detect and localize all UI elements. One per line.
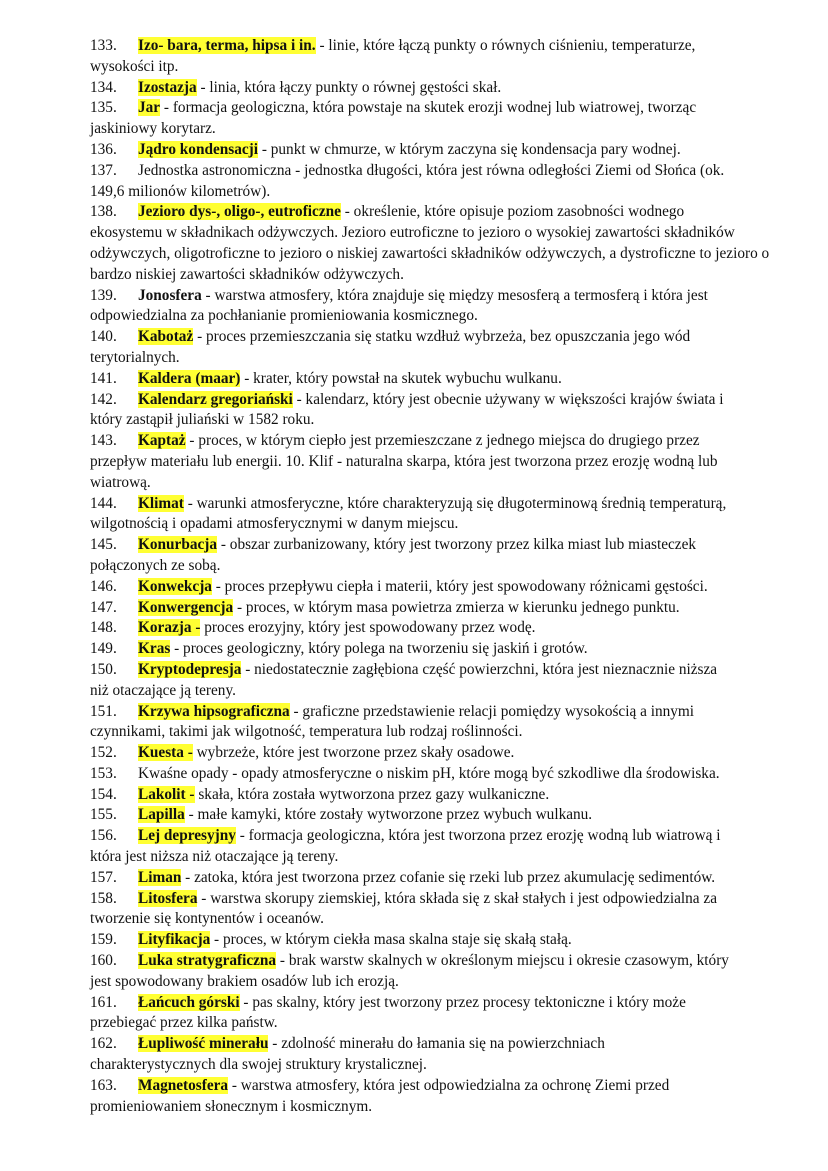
entry-number: 134. bbox=[90, 78, 117, 96]
entry-term: Korazja - bbox=[138, 619, 201, 637]
entry-number: 150. bbox=[90, 660, 117, 678]
entry-definition: - niedostatecznie zagłębiona część powierzchni, która jest nieznacznie niższa bbox=[241, 660, 718, 678]
entry-definition: - obszar zurbanizowany, który jest tworzony przez kilka miast lub miasteczek bbox=[217, 536, 697, 554]
entry-definition: Kwaśne opady - opady atmosferyczne o niskim pH, które mogą być szkodliwe dla środowiska. bbox=[138, 764, 720, 782]
entry-continuation: niż otaczające ją tereny. bbox=[90, 681, 236, 699]
entry-definition: - warstwa atmosfery, która znajduje się między mesosferą a termosferą i która jest bbox=[201, 286, 708, 304]
glossary-entry bbox=[0, 202, 828, 285]
glossary-entry bbox=[0, 660, 828, 702]
entry-term: Magnetosfera bbox=[138, 1076, 229, 1094]
entry-term: Liman bbox=[138, 868, 182, 886]
entry-definition: proces erozyjny, który jest spowodowany przez wodę. bbox=[200, 619, 536, 637]
entry-first-line bbox=[138, 826, 780, 847]
entry-number: 138. bbox=[90, 203, 117, 221]
entry-first-line bbox=[138, 36, 780, 57]
entry-number: 141. bbox=[90, 369, 117, 387]
entry-term: Jezioro dys-, oligo-, eutroficzne bbox=[138, 203, 341, 221]
glossary-entry bbox=[0, 78, 828, 99]
entry-first-line bbox=[138, 868, 780, 889]
entry-term: Kaldera (maar) bbox=[138, 369, 241, 387]
glossary-entry bbox=[0, 286, 828, 328]
glossary-entry bbox=[0, 161, 828, 203]
entry-first-line bbox=[138, 369, 780, 390]
entry-definition: - formacja geologiczna, która powstaje na skutek erozji wodnej lub wiatrowej, tworząc bbox=[160, 99, 697, 117]
entry-number: 157. bbox=[90, 868, 117, 886]
entry-term: Lakolit - bbox=[138, 785, 195, 803]
entry-number: 161. bbox=[90, 993, 117, 1011]
entry-definition: - proces, w którym ciekła masa skalna staje się skałą stałą. bbox=[210, 931, 572, 949]
entry-first-line bbox=[138, 1076, 780, 1097]
entry-definition: - zdolność minerału do łamania się na powierzchniach bbox=[268, 1035, 605, 1053]
entry-number: 154. bbox=[90, 785, 117, 803]
entry-first-line bbox=[138, 286, 780, 307]
entry-continuation: odpowiedzialna za pochłanianie promieniowania kosmicznego. bbox=[90, 307, 478, 325]
entry-definition: - graficzne przedstawienie relacji pomiędzy wysokością a innymi bbox=[289, 702, 695, 720]
glossary-entry bbox=[0, 1076, 828, 1118]
entry-term: Krzywa hipsograficzna bbox=[138, 702, 290, 720]
glossary-entry bbox=[0, 431, 828, 493]
entry-number: 160. bbox=[90, 952, 117, 970]
glossary-entry bbox=[0, 743, 828, 764]
entry-number: 162. bbox=[90, 1035, 117, 1053]
entry-term: Kabotaż bbox=[138, 328, 194, 346]
entry-continuation: wysokości itp. bbox=[90, 57, 179, 75]
entry-term: Lityfikacja bbox=[138, 931, 211, 949]
entry-definition: - warunki atmosferyczne, które charakteryzują się długoterminową średnią temperaturą, bbox=[183, 494, 727, 512]
entry-term: Łańcuch górski bbox=[138, 993, 240, 1011]
glossary-entry bbox=[0, 1034, 828, 1076]
glossary-entry bbox=[0, 140, 828, 161]
entry-number: 139. bbox=[90, 286, 117, 304]
entry-definition: - pas skalny, który jest tworzony przez procesy tektoniczne i który może bbox=[239, 993, 686, 1011]
entry-number: 158. bbox=[90, 889, 117, 907]
entry-definition: - proces przepływu ciepła i materii, który jest spowodowany różnicami gęstości. bbox=[211, 577, 708, 595]
entry-definition: skała, która została wytworzona przez gazy wulkaniczne. bbox=[194, 785, 550, 803]
entry-first-line bbox=[138, 930, 780, 951]
entry-first-line bbox=[138, 785, 780, 806]
entry-continuation: który zastąpił juliański w 1582 roku. bbox=[90, 411, 315, 429]
entry-definition: - małe kamyki, które zostały wytworzone przez wybuch wulkanu. bbox=[184, 806, 593, 824]
entry-definition: - punkt w chmurze, w którym zaczyna się kondensacja pary wodnej. bbox=[258, 140, 681, 158]
glossary-entry bbox=[0, 930, 828, 951]
entry-term: Kras bbox=[138, 640, 171, 658]
entry-term: Klimat bbox=[138, 494, 184, 512]
entry-first-line bbox=[138, 660, 780, 681]
entry-number: 133. bbox=[90, 37, 117, 54]
entry-continuation: przepływ materiału lub energii. 10. Klif - naturalna skarpa, która jest tworzona przez erozję wodną lub wiatrową. bbox=[90, 452, 718, 491]
glossary-entry bbox=[0, 993, 828, 1035]
entry-number: 136. bbox=[90, 140, 117, 158]
entry-continuation: wilgotnością i opadami atmosferycznymi w danym miejscu. bbox=[90, 515, 459, 533]
entry-definition: - zatoka, która jest tworzona przez cofanie się rzeki lub przez akumulację sedimentów. bbox=[181, 868, 716, 886]
entry-definition: - linie, które łączą punkty o równych ciśnieniu, temperaturze, bbox=[315, 37, 696, 54]
entry-first-line bbox=[138, 327, 780, 348]
entry-first-line bbox=[138, 494, 780, 515]
entry-term: Lapilla bbox=[138, 806, 185, 824]
glossary-entry bbox=[0, 36, 828, 78]
glossary-entry bbox=[0, 889, 828, 931]
entry-number: 145. bbox=[90, 536, 117, 554]
entry-definition: - krater, który powstał na skutek wybuchu wulkanu. bbox=[240, 369, 562, 387]
entry-continuation: 149,6 milionów kilometrów). bbox=[90, 182, 271, 200]
entry-term: Łupliwość minerału bbox=[138, 1035, 269, 1053]
entry-definition: - linia, która łączy punkty o równej gęstości skał. bbox=[196, 78, 502, 96]
entry-number: 149. bbox=[90, 640, 117, 658]
entry-first-line bbox=[138, 889, 780, 910]
entry-first-line bbox=[138, 702, 780, 723]
entry-term: Konurbacja bbox=[138, 536, 218, 554]
glossary-entry bbox=[0, 868, 828, 889]
entry-number: 142. bbox=[90, 390, 117, 408]
entry-number: 159. bbox=[90, 931, 117, 949]
entry-continuation: ekosystemu w składnikach odżywczych. Jezioro eutroficzne to jezioro o wysokiej zawartości składników odżywczych, oligotroficzne to jezioro o niskiej zawartości składników odżywczych, a dystroficzne to jezioro o bardzo niskiej zawartości składników odżywczych. bbox=[90, 224, 770, 283]
entry-number: 163. bbox=[90, 1076, 117, 1094]
entry-definition: - określenie, które opisuje poziom zasobności wodnego bbox=[340, 203, 685, 221]
entry-first-line bbox=[138, 1034, 780, 1055]
entry-term: Lej depresyjny bbox=[138, 827, 236, 845]
entry-first-line bbox=[138, 390, 780, 411]
glossary-list bbox=[0, 36, 828, 1117]
entry-first-line bbox=[138, 431, 780, 452]
entry-number: 156. bbox=[90, 827, 117, 845]
entry-term: Kryptodepresja bbox=[138, 660, 242, 678]
glossary-entry bbox=[0, 327, 828, 369]
glossary-entry bbox=[0, 764, 828, 785]
entry-first-line bbox=[138, 98, 780, 119]
entry-term: Konwergencja bbox=[138, 598, 234, 616]
glossary-entry bbox=[0, 826, 828, 868]
entry-number: 140. bbox=[90, 328, 117, 346]
entry-continuation: jaskiniowy korytarz. bbox=[90, 120, 216, 138]
entry-definition: - proces, w którym masa powietrza zmierza w kierunku jednego punktu. bbox=[233, 598, 680, 616]
entry-continuation: tworzenie się kontynentów i oceanów. bbox=[90, 910, 324, 928]
entry-definition: - proces przemieszczania się statku wzdłuż wybrzeża, bez opuszczania jego wód bbox=[193, 328, 691, 346]
entry-term: Jonosfera bbox=[138, 286, 202, 304]
entry-term: Konwekcja bbox=[138, 577, 212, 595]
entry-number: 137. bbox=[90, 161, 117, 179]
glossary-entry bbox=[0, 639, 828, 660]
entry-first-line bbox=[138, 161, 780, 182]
entry-number: 146. bbox=[90, 577, 117, 595]
entry-first-line bbox=[138, 78, 780, 99]
entry-first-line bbox=[138, 993, 780, 1014]
glossary-entry bbox=[0, 618, 828, 639]
entry-first-line bbox=[138, 764, 780, 785]
entry-term: Kaptaż bbox=[138, 432, 186, 450]
entry-definition: - proces, w którym ciepło jest przemieszczane z jednego miejsca do drugiego przez bbox=[185, 432, 700, 450]
entry-continuation: czynnikami, takimi jak wilgotność, temperatura lub rodzaj roślinności. bbox=[90, 723, 523, 741]
entry-continuation: promieniowaniem słonecznym i kosmicznym. bbox=[90, 1097, 373, 1115]
entry-definition: - kalendarz, który jest obecnie używany w większości krajów świata i bbox=[292, 390, 724, 408]
entry-number: 155. bbox=[90, 806, 117, 824]
glossary-entry bbox=[0, 369, 828, 390]
entry-term: Kuesta - bbox=[138, 744, 193, 762]
entry-first-line bbox=[138, 140, 780, 161]
glossary-entry bbox=[0, 598, 828, 619]
entry-term: Jar bbox=[138, 99, 161, 117]
entry-definition: - warstwa atmosfery, która jest odpowiedzialna za ochronę Ziemi przed bbox=[228, 1076, 670, 1094]
glossary-entry bbox=[0, 785, 828, 806]
entry-number: 135. bbox=[90, 99, 117, 117]
entry-definition: - brak warstw skalnych w określonym miejscu i okresie czasowym, który bbox=[276, 952, 729, 970]
entry-continuation: charakterystycznych dla swojej struktury krystalicznej. bbox=[90, 1056, 427, 1074]
glossary-entry bbox=[0, 577, 828, 598]
glossary-entry bbox=[0, 390, 828, 432]
entry-definition: - proces geologiczny, który polega na tworzeniu się jaskiń i grotów. bbox=[170, 640, 588, 658]
entry-definition: wybrzeże, które jest tworzone przez skały osadowe. bbox=[192, 744, 515, 762]
entry-first-line bbox=[138, 535, 780, 556]
entry-definition: Jednostka astronomiczna - jednostka długości, która jest równa odległości Ziemi od Słońca (ok. bbox=[138, 161, 725, 179]
entry-first-line bbox=[138, 577, 780, 598]
entry-number: 153. bbox=[90, 764, 117, 782]
entry-term: Izostazja bbox=[138, 78, 197, 96]
entry-term: Izo- bara, terma, hipsa i in. bbox=[138, 37, 316, 54]
entry-number: 148. bbox=[90, 619, 117, 637]
glossary-entry bbox=[0, 494, 828, 536]
entry-first-line bbox=[138, 743, 780, 764]
entry-definition: - warstwa skorupy ziemskiej, która składa się z skał stałych i jest odpowiedzialna za bbox=[197, 889, 717, 907]
entry-definition: - formacja geologiczna, która jest tworzona przez erozję wodną lub wiatrową i bbox=[235, 827, 721, 845]
entry-continuation: która jest niższa niż otaczające ją tereny. bbox=[90, 848, 339, 866]
entry-number: 144. bbox=[90, 494, 117, 512]
entry-term: Litosfera bbox=[138, 889, 198, 907]
entry-term: Luka stratygraficzna bbox=[138, 952, 277, 970]
glossary-entry bbox=[0, 535, 828, 577]
entry-number: 143. bbox=[90, 432, 117, 450]
glossary-entry bbox=[0, 98, 828, 140]
entry-term: Kalendarz gregoriański bbox=[138, 390, 293, 408]
glossary-entry bbox=[0, 951, 828, 993]
entry-number: 151. bbox=[90, 702, 117, 720]
entry-term: Jądro kondensacji bbox=[138, 140, 258, 158]
glossary-entry bbox=[0, 805, 828, 826]
entry-first-line bbox=[138, 598, 780, 619]
entry-continuation: przebiegać przez kilka państw. bbox=[90, 1014, 278, 1032]
entry-first-line bbox=[138, 639, 780, 660]
entry-number: 147. bbox=[90, 598, 117, 616]
entry-first-line bbox=[138, 202, 780, 223]
entry-continuation: połączonych ze sobą. bbox=[90, 556, 221, 574]
entry-number: 152. bbox=[90, 744, 117, 762]
entry-first-line bbox=[138, 618, 780, 639]
glossary-entry bbox=[0, 702, 828, 744]
entry-continuation: terytorialnych. bbox=[90, 348, 180, 366]
entry-first-line bbox=[138, 805, 780, 826]
entry-first-line bbox=[138, 951, 780, 972]
entry-continuation: jest spowodowany brakiem osadów lub ich erozją. bbox=[90, 972, 399, 990]
